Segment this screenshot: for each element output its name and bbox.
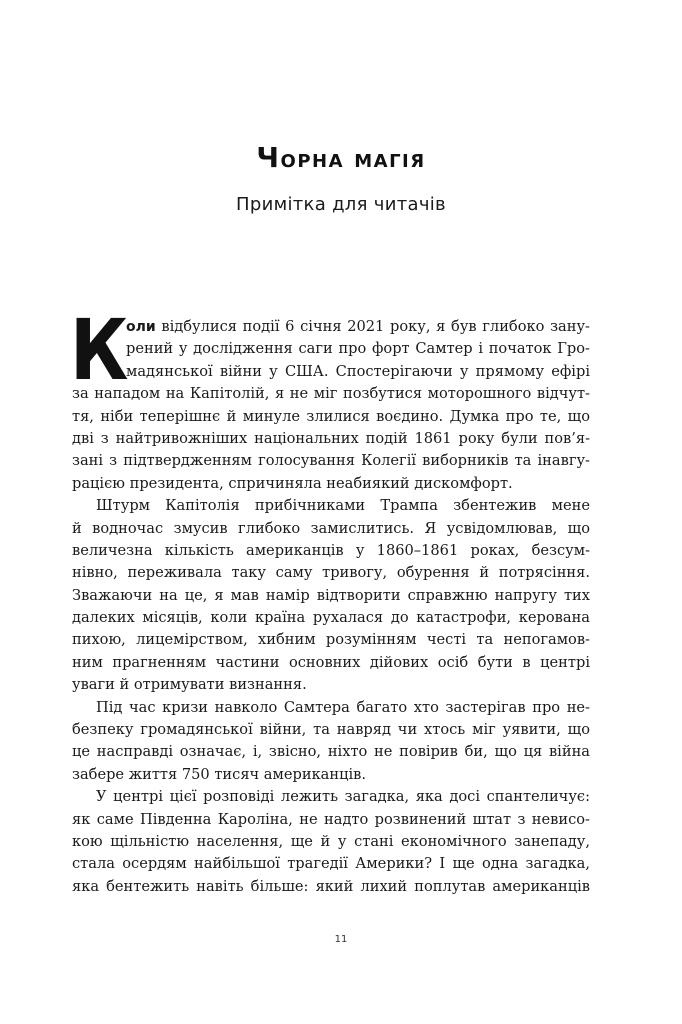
drop-cap-letter: К bbox=[70, 301, 129, 399]
page-number: 11 bbox=[334, 934, 348, 945]
text-line: нівно, переживала таку саму тривогу, обурення й потрясіння. bbox=[72, 564, 590, 582]
chapter-title-rest: орна магія bbox=[280, 144, 426, 173]
text-line: ним прагненням частини основних дійових осіб бути в центрі bbox=[72, 653, 590, 671]
text-line: мадянської війни у США. Спостерігаючи у прямому ефірі bbox=[126, 362, 590, 380]
text-line: рений у дослідження саги про форт Самтер і початок Гро- bbox=[126, 340, 590, 358]
text-line: пихою, лицемірством, хибним розумінням честі та непогамов- bbox=[72, 631, 590, 649]
text-line: Штурм Капітолія прибічниками Трампа збентежив мене bbox=[96, 497, 590, 515]
paragraph bbox=[72, 697, 590, 787]
text-line: як саме Південна Кароліна, не надто розвинений штат з невисо- bbox=[72, 810, 590, 828]
text-line: Під час кризи навколо Самтера багато хто застерігав про не- bbox=[96, 698, 590, 716]
chapter-title-initial: Ч bbox=[256, 141, 281, 174]
text-line: яка бентежить навіть більше: який лихий поплутав американців bbox=[72, 877, 590, 895]
text-line: далеких місяців, коли країна рухалася до катастрофи, керована bbox=[72, 609, 590, 627]
paragraph bbox=[70, 301, 590, 495]
text-line: зані з підтвердженням голосування Колегії виборників та інавгу- bbox=[72, 452, 590, 470]
text-line: У центрі цієї розповіді лежить загадка, яка досі спантеличує: bbox=[96, 788, 590, 806]
text-line: Зважаючи на це, я мав намір відтворити справжню напругу тих bbox=[72, 586, 590, 604]
text-line: уваги й отримувати визнання. bbox=[72, 676, 307, 694]
text-line: й водночас змусив глибоко замислитись. Я усвідомлював, що bbox=[72, 519, 590, 537]
paragraph bbox=[72, 495, 590, 697]
chapter-title bbox=[0, 140, 682, 176]
text-line bbox=[72, 316, 590, 338]
text-fragment: відбулися події 6 січня 2021 року, я був глибоко зану- bbox=[155, 318, 590, 335]
chapter-subtitle: Примітка для читачів bbox=[236, 194, 446, 215]
text-line: стала осердям найбільшої трагедії Америки? І ще одна загадка, bbox=[72, 855, 590, 873]
text-line: забере життя 750 тисяч американців. bbox=[72, 765, 367, 783]
text-line: безпеку громадянської війни, та навряд чи хтось міг уявити, що bbox=[72, 721, 590, 739]
paragraph bbox=[72, 786, 590, 898]
text-line: дві з найтривожніших національних подій 1861 року були пов’я- bbox=[72, 429, 590, 447]
lead-in-bold: оли bbox=[126, 319, 156, 335]
text-line: рацією президента, спричиняла неабиякий дискомфорт. bbox=[72, 474, 513, 492]
text-line: тя, ніби теперішнє й минуле злилися воєдино. Думка про те, що bbox=[72, 407, 590, 425]
text-line: це насправді означає, і, звісно, ніхто не повірив би, що ця війна bbox=[72, 743, 590, 761]
text-line: за нападом на Капітолій, я не міг позбутися моторошного відчут- bbox=[72, 385, 590, 403]
text-line: величезна кількість американців у 1860–1861 роках, безсум- bbox=[72, 541, 590, 559]
text-line: кою щільністю населення, ще й у стані економічного занепаду, bbox=[72, 832, 590, 850]
body-text bbox=[70, 301, 590, 898]
